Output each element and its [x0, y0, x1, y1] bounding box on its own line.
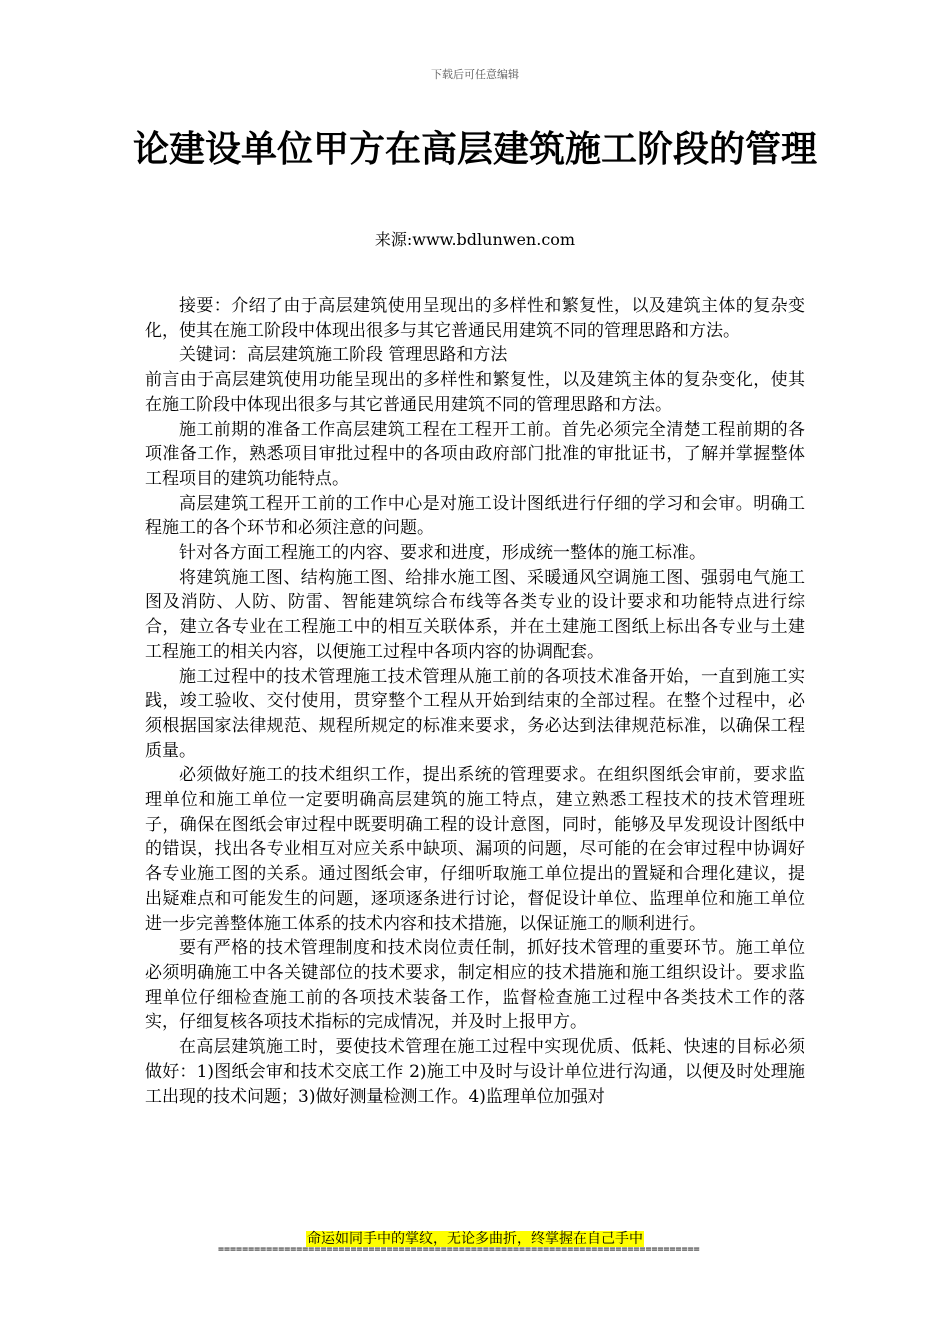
- keywords-paragraph: 关键词：高层建筑施工阶段 管理思路和方法: [179, 345, 508, 366]
- body-paragraph: 在高层建筑施工时，要使技术管理在施工过程中实现优质、低耗、快速的目标必须做好：1)图纸会审和技术交底工作 2)施工中及时与设计单位进行沟通，以便及时处理施工出现的技术问题；3)做好测量检测工作。4)监理单位加强对: [145, 1037, 805, 1107]
- preface-paragraph: 前言由于高层建筑使用功能呈现出的多样性和繁复性，以及建筑主体的复杂变化，使其在施工阶段中体现出很多与其它普通民用建筑不同的管理思路和方法。: [145, 370, 805, 415]
- body-paragraph: 必须做好施工的技术组织工作，提出系统的管理要求。在组织图纸会审前，要求监理单位和施工单位一定要明确高层建筑的施工特点，建立熟悉工程技术的技术管理班子，确保在图纸会审过程中既要明确工程的设计意图，同时，能够及早发现设计图纸中的错误，找出各专业相互对应关系中缺项、漏项的问题，尽可能的在会审过程中协调好各专业施工图的关系。通过图纸会审，仔细听取施工单位提出的置疑和合理化建议，提出疑难点和可能发生的问题，逐项逐条进行讨论，督促设计单位、监理单位和施工单位进一步完善整体施工体系的技术内容和技术措施，以保证施工的顺利进行。: [145, 765, 805, 934]
- body-paragraph: 施工过程中的技术管理施工技术管理从施工前的各项技术准备开始，一直到施工实践，竣工验收、交付使用，贯穿整个工程从开始到结束的全部过程。在整个过程中，必须根据国家法律规范、规程所规定的标准来要求，务必达到法律规范标准，以确保工程质量。: [145, 666, 805, 761]
- footer-quote-text: 命运如同手中的掌纹，无论多曲折，终掌握在自己手中: [307, 1231, 643, 1247]
- abstract-paragraph: 接要：介绍了由于高层建筑使用呈现出的多样性和繁复性，以及建筑主体的复杂变化，使其在施工阶段中体现出很多与其它普通民用建筑不同的管理思路和方法。: [145, 296, 805, 341]
- article-title: 论建设单位甲方在高层建筑施工阶段的管理: [132, 129, 817, 170]
- header-note: 下载后可任意编辑: [431, 68, 519, 81]
- article-source: 来源:www.bdlunwen.com: [374, 230, 576, 249]
- article-body: [145, 294, 805, 1109]
- body-paragraph: 要有严格的技术管理制度和技术岗位责任制，抓好技术管理的重要环节。施工单位必须明确施工中各关键部位的技术要求，制定相应的技术措施和施工组织设计。要求监理单位仔细检查施工前的各项技术装备工作，监督检查施工过程中各类技术工作的落实，仔细复核各项技术指标的完成情况，并及时上报甲方。: [145, 938, 805, 1033]
- body-paragraph: 针对各方面工程施工的内容、要求和进度，形成统一整体的施工标准。: [179, 543, 706, 564]
- body-paragraph: 将建筑施工图、结构施工图、给排水施工图、采暖通风空调施工图、强弱电气施工图及消防、人防、防雷、智能建筑综合布线等各类专业的设计要求和功能特点进行综合，建立各专业在工程施工中的相互关联体系，并在土建施工图纸上标出各专业与土建工程施工的相关内容，以便施工过程中各项内容的协调配套。: [145, 567, 805, 662]
- body-paragraph: 高层建筑工程开工前的工作中心是对施工设计图纸进行仔细的学习和会审。明确工程施工的各个环节和必须注意的问题。: [145, 493, 805, 539]
- footer-divider: ================================================================================: [218, 1244, 700, 1255]
- body-paragraph: 施工前期的准备工作高层建筑工程在工程开工前。首先必须完全清楚工程前期的各项准备工作，熟悉项目审批过程中的各项由政府部门批准的审批证书，了解并掌握整体工程项目的建筑功能特点。: [145, 419, 805, 489]
